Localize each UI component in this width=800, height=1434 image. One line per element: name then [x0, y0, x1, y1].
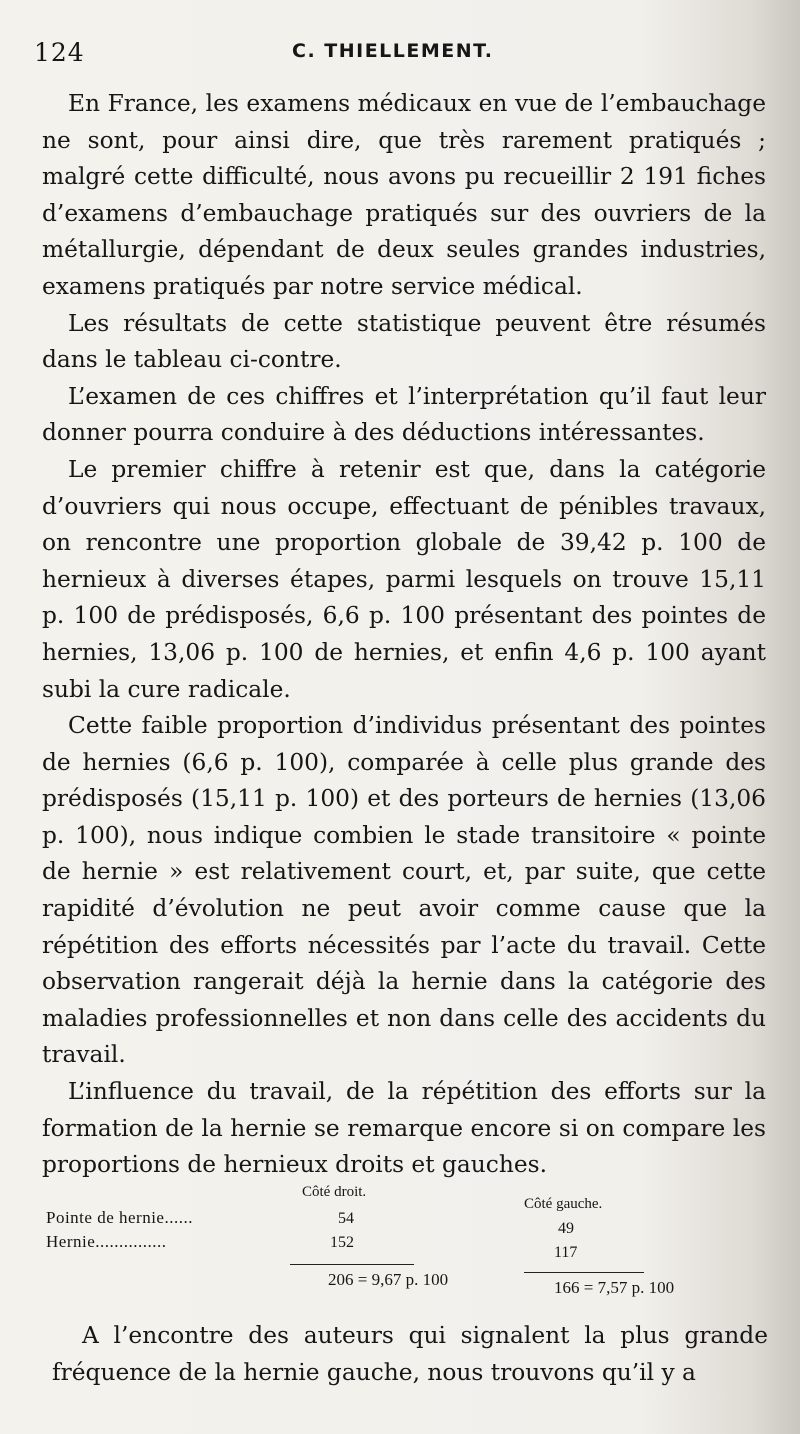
running-head: C. THIELLEMENT. — [292, 40, 494, 62]
hernia-side-table — [46, 1184, 736, 1302]
paragraph: A l’encontre des auteurs qui signalent la plus grande fréquence de la hernie gauche, nous trouvons qu’il y a — [52, 1322, 768, 1386]
row-label-hernie: Hernie............... — [46, 1232, 167, 1251]
column-header-right-side: Côté droit. — [302, 1184, 367, 1200]
value-left-pointe: 49 — [558, 1220, 574, 1237]
paragraph: Cette faible proportion d’individus présentant des pointes de hernies (6,6 p. 100), comparée à celle plus grande des prédisposés (15,11 p. 100) et des porteurs de hernies (13,06 p. 100), nous indique combien le stade transitoire « pointe de hernie » est relativement court, et, par suite, que cette rapidité d’évolution ne peut avoir comme cause que la répétition des efforts nécessités par l’acte du travail. Cette observation rangerait déjà la hernie dans la catégorie des maladies professionnelles et non dans celle des accidents du travail. — [42, 712, 766, 1069]
paragraph: L’examen de ces chiffres et l’interprétation qu’il faut leur donner pourra conduire à des déductions intéressantes. — [42, 382, 766, 447]
paragraph: Le premier chiffre à retenir est que, dans la catégorie d’ouvriers qui nous occupe, effectuant de pénibles travaux, on rencontre une proportion globale de 39,42 p. 100 de hernieux à diverses étapes, parmi lesquels on trouve 15,11 p. 100 de prédisposés, 6,6 p. 100 présentant des pointes de hernies, 13,06 p. 100 de hernies, et enfin 4,6 p. 100 ayant subi la cure radicale. — [42, 455, 766, 703]
sum-rule-right — [290, 1264, 414, 1265]
paragraph: En France, les examens médicaux en vue de l’embauchage ne sont, pour ainsi dire, que très rarement pratiqués ; malgré cette difficulté, nous avons pu recueillir 2 191 fiches d’examens d’embauchage pratiqués sur des ouvriers de la métallurgie, dépendant de deux seules grandes industries, examens pratiqués par notre service médical. — [42, 90, 766, 300]
body-text — [42, 86, 766, 1184]
paragraph: L’influence du travail, de la répétition des efforts sur la formation de la hernie se remarque encore si on compare les proportions de hernieux droits et gauches. — [42, 1078, 766, 1179]
page-header — [34, 38, 760, 74]
closing-text — [52, 1318, 768, 1391]
value-right-pointe: 54 — [338, 1210, 354, 1227]
total-left-side: 166 = 7,57 p. 100 — [554, 1278, 675, 1297]
row-label-pointe-de-hernie: Pointe de hernie...... — [46, 1208, 193, 1227]
paragraph: Les résultats de cette statistique peuvent être résumés dans le tableau ci-contre. — [42, 309, 766, 374]
page-number: 124 — [34, 38, 85, 67]
total-right-side: 206 = 9,67 p. 100 — [328, 1270, 449, 1289]
column-header-left-side: Côté gauche. — [524, 1196, 603, 1212]
value-left-hernie: 117 — [554, 1244, 578, 1261]
sum-rule-left — [524, 1272, 644, 1273]
value-right-hernie: 152 — [330, 1234, 354, 1251]
